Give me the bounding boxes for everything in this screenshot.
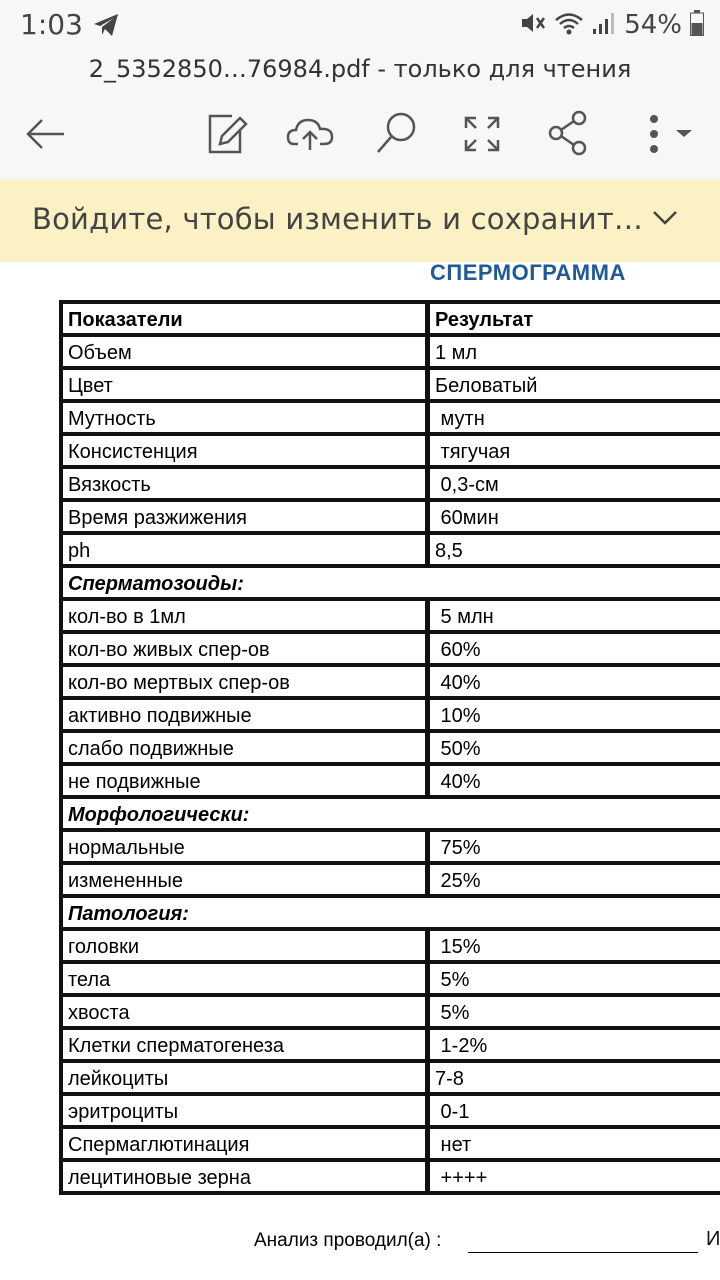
result-cell: 7-8	[428, 1061, 720, 1094]
table-header-row	[63, 304, 720, 335]
result-cell: нет	[428, 1127, 720, 1160]
indicator-cell: лейкоциты	[63, 1061, 428, 1094]
table-row	[63, 929, 720, 962]
status-bar	[0, 0, 720, 50]
result-cell: 25%	[428, 863, 720, 896]
result-cell: мутн	[428, 401, 720, 434]
results-table	[59, 300, 720, 1195]
table-row	[63, 368, 720, 401]
results-table-body	[63, 304, 720, 1191]
section-title: Сперматозоиды:	[63, 566, 720, 599]
indicator-cell: Клетки сперматогенеза	[63, 1028, 428, 1061]
footer-label: Анализ проводил(а) :	[254, 1230, 442, 1251]
status-indicators	[520, 8, 704, 42]
fullscreen-icon[interactable]	[462, 114, 502, 159]
table-section-row	[63, 896, 720, 929]
cloud-upload-icon[interactable]	[286, 114, 334, 159]
indicator-cell: Консистенция	[63, 434, 428, 467]
indicator-cell: Мутность	[63, 401, 428, 434]
table-row	[63, 467, 720, 500]
table-section-row	[63, 797, 720, 830]
result-cell: 5%	[428, 962, 720, 995]
result-cell: 50%	[428, 731, 720, 764]
document-title: СПЕРМОГРАММА	[430, 260, 626, 285]
table-row	[63, 698, 720, 731]
table-row	[63, 995, 720, 1028]
table-row	[63, 1160, 720, 1191]
search-icon[interactable]	[374, 110, 420, 161]
result-cell: 40%	[428, 764, 720, 797]
indicator-cell: тела	[63, 962, 428, 995]
indicator-cell: кол-во в 1мл	[63, 599, 428, 632]
table-row	[63, 434, 720, 467]
result-cell: Беловатый	[428, 368, 720, 401]
back-arrow-icon[interactable]	[24, 114, 68, 159]
header-result: Результат	[435, 309, 534, 331]
more-icon[interactable]	[644, 114, 696, 159]
indicator-cell: Время разжижения	[63, 500, 428, 533]
footer-tail: И	[706, 1228, 720, 1250]
table-row	[63, 665, 720, 698]
table-row	[63, 1061, 720, 1094]
document-page	[0, 262, 720, 1280]
table-row	[63, 500, 720, 533]
file-title: 2_5352850…76984.pdf - только для чтения	[0, 50, 720, 90]
battery-icon	[690, 10, 704, 41]
result-cell: 5%	[428, 995, 720, 1028]
table-row	[63, 863, 720, 896]
indicator-cell: Вязкость	[63, 467, 428, 500]
table-row	[63, 764, 720, 797]
result-cell: ++++	[428, 1160, 720, 1191]
table-row	[63, 599, 720, 632]
indicator-cell: слабо подвижные	[63, 731, 428, 764]
table-row	[63, 731, 720, 764]
indicator-cell: головки	[63, 929, 428, 962]
result-cell: 75%	[428, 830, 720, 863]
sign-in-banner[interactable]	[0, 180, 720, 262]
indicator-cell: лецитиновые зерна	[63, 1160, 428, 1191]
result-cell: 1 мл	[428, 335, 720, 368]
indicator-cell: Цвет	[63, 368, 428, 401]
indicator-cell: Объем	[63, 335, 428, 368]
table-row	[63, 1028, 720, 1061]
signal-icon	[592, 11, 616, 40]
banner-text: Войдите, чтобы изменить и сохранит…	[32, 202, 644, 236]
table-row	[63, 401, 720, 434]
edit-icon[interactable]	[206, 112, 248, 161]
result-cell: тягучая	[428, 434, 720, 467]
table-row	[63, 533, 720, 566]
indicator-cell: эритроциты	[63, 1094, 428, 1127]
indicator-cell: хвоста	[63, 995, 428, 1028]
table-row	[63, 830, 720, 863]
table-row	[63, 335, 720, 368]
indicator-cell: измененные	[63, 863, 428, 896]
header-indicator: Показатели	[63, 304, 428, 335]
indicator-cell: ph	[63, 533, 428, 566]
result-cell: 0-1	[428, 1094, 720, 1127]
table-row	[63, 962, 720, 995]
result-cell: 10%	[428, 698, 720, 731]
signature-line	[468, 1252, 698, 1253]
result-cell: 15%	[428, 929, 720, 962]
result-cell: 60мин	[428, 500, 720, 533]
telegram-icon	[92, 12, 120, 43]
chevron-down-icon[interactable]	[652, 210, 678, 231]
result-cell: 5 млн	[428, 599, 720, 632]
indicator-cell: кол-во мертвых спер-ов	[63, 665, 428, 698]
table-row	[63, 632, 720, 665]
indicator-cell: нормальные	[63, 830, 428, 863]
section-title: Патология:	[63, 896, 720, 929]
indicator-cell: активно подвижные	[63, 698, 428, 731]
table-section-row	[63, 566, 720, 599]
result-cell: 0,3-см	[428, 467, 720, 500]
result-cell: 1-2%	[428, 1028, 720, 1061]
indicator-cell: Спермаглютинация	[63, 1127, 428, 1160]
share-icon[interactable]	[548, 110, 588, 161]
wifi-icon	[554, 11, 584, 40]
result-cell: 40%	[428, 665, 720, 698]
table-row	[63, 1127, 720, 1160]
table-row	[63, 1094, 720, 1127]
mute-icon	[520, 11, 546, 40]
result-cell: 60%	[428, 632, 720, 665]
toolbar	[0, 90, 720, 180]
section-title: Морфологически:	[63, 797, 720, 830]
indicator-cell: кол-во живых спер-ов	[63, 632, 428, 665]
status-time: 1:03	[20, 8, 83, 41]
battery-percent: 54%	[624, 10, 682, 40]
indicator-cell: не подвижные	[63, 764, 428, 797]
result-cell: 8,5	[428, 533, 720, 566]
